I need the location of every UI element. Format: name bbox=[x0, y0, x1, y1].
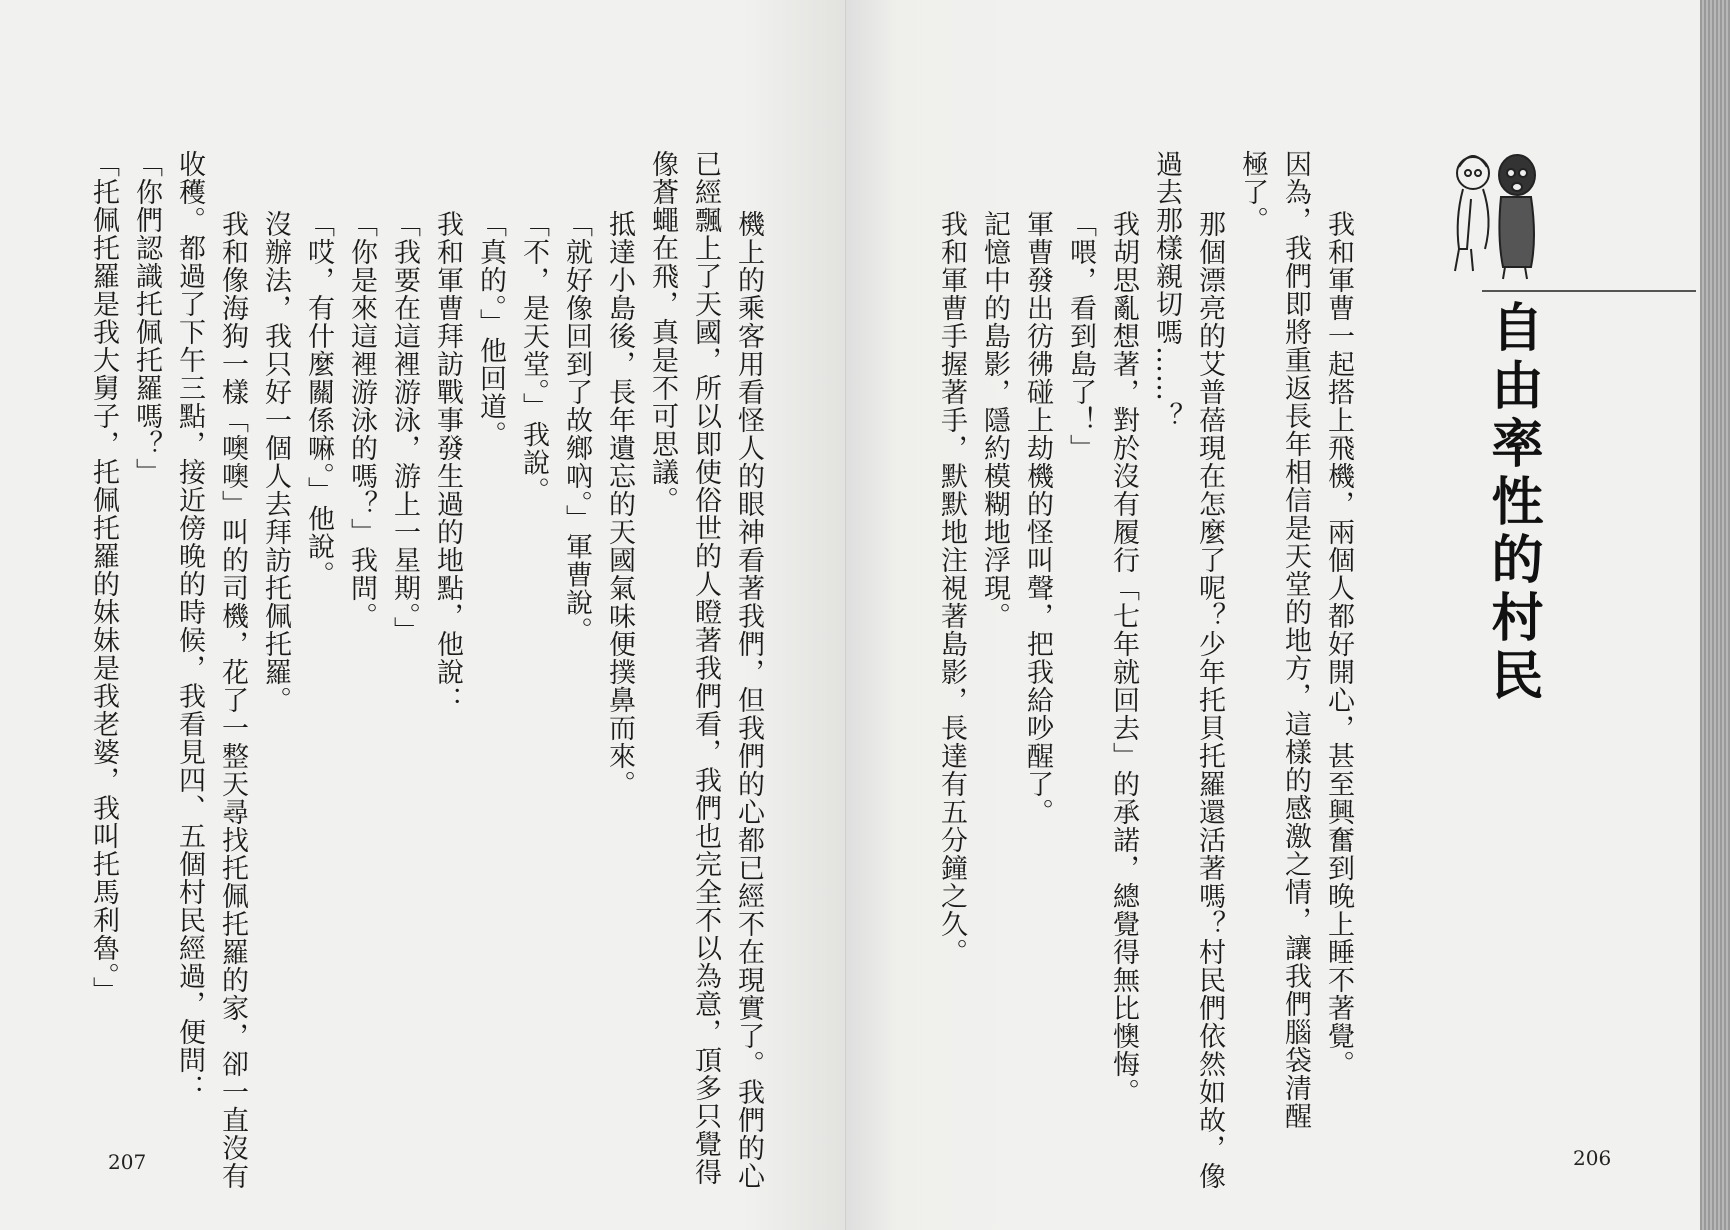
left-col-3: 像蒼蠅在飛，真是不可思議。 bbox=[647, 150, 678, 514]
two-cartoon-figures-icon bbox=[1435, 145, 1555, 285]
left-col-8: 我和軍曹拜訪戰事發生過的地點，他說： bbox=[432, 210, 463, 714]
page-number-right: 206 bbox=[1573, 1146, 1612, 1170]
left-col-14: 收穫。都過了下午三點，接近傍晚的時候，我看見四、五個村民經過，便問： bbox=[174, 150, 205, 1102]
left-col-7: 「真的。」他回道。 bbox=[475, 210, 506, 449]
right-col-1: 我和軍曹一起搭上飛機，兩個人都好開心，甚至興奮到晚上睡不著覺。 bbox=[1323, 210, 1354, 1078]
right-col-8: 軍曹發出彷彿碰上劫機的怪叫聲，把我給吵醒了。 bbox=[1022, 210, 1053, 826]
left-col-1: 機上的乘客用看怪人的眼神看著我們，但我們的心都已經不在現實了。我們的心 bbox=[733, 210, 764, 1190]
left-col-10: 「你是來這裡游泳的嗎？」我問。 bbox=[346, 210, 377, 630]
left-col-2: 已經飄上了天國，所以即使俗世的人瞪著我們看，我們也完全不以為意，頂多只覺得 bbox=[690, 150, 721, 1186]
right-page bbox=[846, 0, 1700, 1230]
right-col-5: 過去那樣親切嗎……？ bbox=[1151, 150, 1182, 430]
left-col-15: 「你們認識托佩托羅嗎？」 bbox=[131, 150, 162, 486]
left-col-9: 「我要在這裡游泳，游上一星期。」 bbox=[389, 210, 420, 645]
left-col-11: 「哎，有什麼關係嘛。」他說。 bbox=[303, 210, 334, 589]
title-rule bbox=[1482, 290, 1696, 292]
right-col-3: 極了。 bbox=[1237, 150, 1268, 234]
left-col-16: 「托佩托羅是我大舅子，托佩托羅的妹妹是我老婆，我叫托馬利魯。」 bbox=[88, 150, 119, 1005]
right-col-6: 我胡思亂想著，對於沒有履行「七年就回去」的承諾，總覺得無比懊悔。 bbox=[1108, 210, 1139, 1106]
left-col-12: 沒辦法，我只好一個人去拜訪托佩托羅。 bbox=[260, 210, 291, 714]
right-col-7: 「喂，看到島了！」 bbox=[1065, 210, 1096, 462]
left-col-13: 我和像海狗一樣「噢噢」叫的司機，花了一整天尋找托佩托羅的家，卻一直沒有 bbox=[217, 210, 248, 1190]
right-col-4: 那個漂亮的艾普蓓現在怎麼了呢？少年托貝托羅還活著嗎？村民們依然如故，像 bbox=[1194, 210, 1225, 1190]
chapter-title: 自由率性的村民 bbox=[1482, 300, 1542, 706]
left-col-5: 「就好像回到了故鄉吶。」軍曹說。 bbox=[561, 210, 592, 645]
left-col-6: 「不，是天堂。」我說。 bbox=[518, 210, 549, 505]
page-number-left: 207 bbox=[108, 1150, 147, 1174]
right-col-9: 記憶中的島影，隱約模糊地浮現。 bbox=[979, 210, 1010, 630]
page-edges bbox=[1700, 0, 1730, 1230]
right-col-2: 因為，我們即將重返長年相信是天堂的地方，這樣的感激之情，讓我們腦袋清醒 bbox=[1280, 150, 1311, 1130]
right-col-10: 我和軍曹手握著手，默默地注視著島影，長達有五分鐘之久。 bbox=[936, 210, 967, 966]
left-col-4: 抵達小島後，長年遺忘的天國氣味便撲鼻而來。 bbox=[604, 210, 635, 798]
